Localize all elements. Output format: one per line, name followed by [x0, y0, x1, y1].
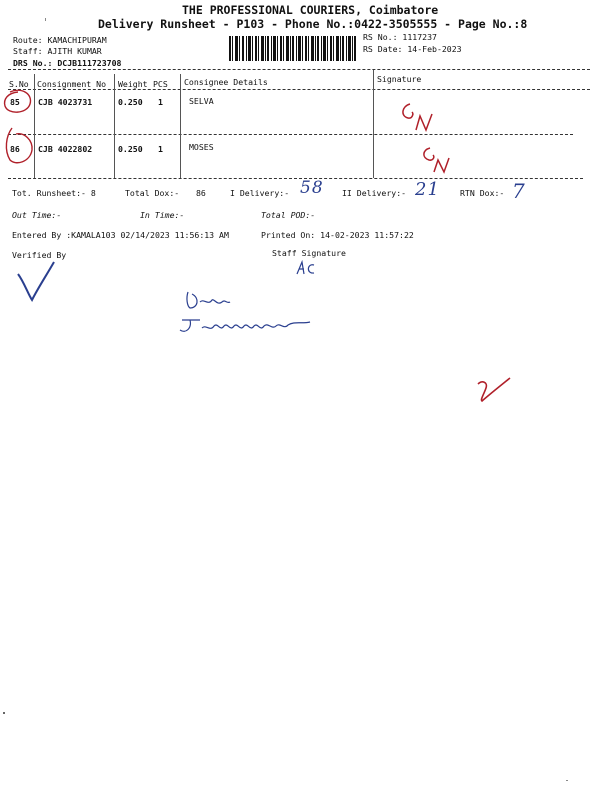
entered-by: Entered By :KAMALA103 02/14/2023 11:56:13 AM [12, 230, 229, 240]
staff-signature-label: Staff Signature [272, 248, 346, 258]
i-delivery-label: I Delivery:- [230, 188, 290, 198]
col-header-consignee: Consignee Details [184, 77, 268, 87]
route-field: Route: KAMACHIPURAM [13, 35, 107, 45]
row-sno: 85 [10, 97, 20, 107]
rtn-dox-value: 7 [512, 179, 525, 203]
total-dox-value: 86 [196, 188, 206, 198]
review-check-mark [474, 376, 514, 404]
row-consignment: CJB 4022802 [38, 144, 93, 154]
scan-speck [45, 18, 46, 21]
col-header-sno: S.No [9, 79, 29, 89]
ii-delivery-label: II Delivery:- [342, 188, 407, 198]
staff-field: Staff: AJITH KUMAR [13, 46, 102, 56]
rs-date: RS Date: 14-Feb-2023 [363, 44, 462, 54]
printed-on: Printed On: 14-02-2023 11:57:22 [261, 230, 414, 240]
row-weight: 0.250 [118, 97, 143, 107]
barcode [229, 36, 356, 61]
row-pcs: 1 [158, 144, 163, 154]
sno-circle-mark [2, 126, 36, 166]
sno-circle-mark [2, 88, 34, 116]
verified-by-label: Verified By [12, 250, 67, 260]
out-time: Out Time:- [12, 210, 62, 220]
verified-tick-mark [14, 258, 56, 304]
row-pcs: 1 [158, 97, 163, 107]
scan-speck [3, 712, 5, 714]
col-sep-3 [180, 74, 181, 178]
tot-runsheet: Tot. Runsheet:- 8 [12, 188, 96, 198]
col-header-pcs: PCS [153, 79, 168, 89]
i-delivery-value: 58 [300, 178, 324, 198]
ii-delivery-value: 21 [415, 179, 440, 200]
staff-signature-mark [294, 260, 318, 278]
in-time: In Time:- [140, 210, 185, 220]
rs-number: RS No.: 1117237 [363, 32, 437, 42]
row-consignee: MOSES [189, 142, 214, 152]
drs-number: DRS No.: DCJB111723708 [13, 58, 122, 68]
col-header-weight: Weight [118, 79, 148, 89]
table-bottom-rule [8, 178, 583, 179]
col-header-signature: Signature [377, 74, 422, 84]
row-consignee: SELVA [189, 96, 214, 106]
row-consignment: CJB 4023731 [38, 97, 93, 107]
col-sep-2 [114, 74, 115, 178]
total-pod: Total POD:- [261, 210, 316, 220]
rtn-dox-label: RTN Dox:- [460, 188, 505, 198]
company-title: THE PROFESSIONAL COURIERS, Coimbatore [182, 3, 439, 17]
row-weight: 0.250 [118, 144, 143, 154]
runsheet-title: Delivery Runsheet - P103 - Phone No.:0422-3505555 - Page No.:8 [98, 17, 528, 31]
handwritten-signature [170, 288, 320, 338]
table-top-rule [8, 69, 590, 70]
row-divider [8, 134, 573, 135]
signature-mark [420, 144, 456, 178]
signature-mark [398, 100, 440, 136]
col-sep-4 [373, 70, 374, 178]
total-dox-label: Total Dox:- [125, 188, 180, 198]
col-header-consignment: Consignment No [37, 79, 107, 89]
scan-speck [566, 780, 568, 781]
row-sno: 86 [10, 144, 20, 154]
table-header-rule [8, 89, 590, 90]
